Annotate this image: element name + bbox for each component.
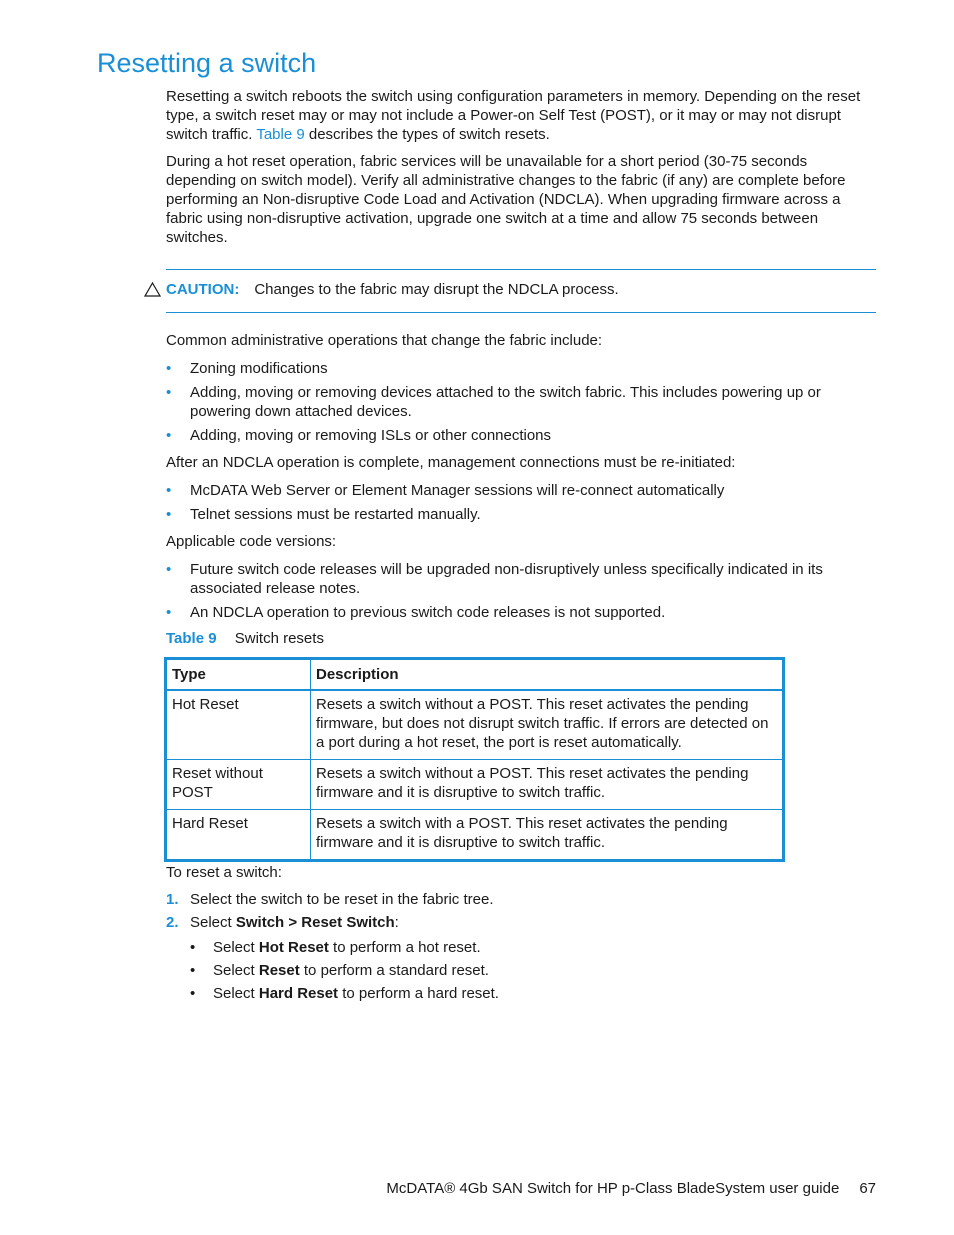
caution-text: Changes to the fabric may disrupt the NDCLA process.: [254, 281, 619, 298]
cell-description: Resets a switch without a POST. This reset activates the pending firmware and it is disruptive to switch traffic.: [311, 760, 784, 810]
cell-description: Resets a switch with a POST. This reset activates the pending firmware and it is disruptive to switch traffic.: [311, 810, 784, 861]
caution-triangle-icon: [144, 282, 161, 297]
after-ndcla-lead: After an NDCLA operation is complete, management connections must be re-initiated:: [166, 454, 736, 471]
after-ndcla-list: [166, 481, 856, 529]
list-item: • Select Hot Reset to perform a hot reset.: [190, 939, 481, 956]
page-number: 67: [859, 1180, 876, 1197]
cell-type: Hot Reset: [166, 690, 311, 760]
intro-paragraph-2: During a hot reset operation, fabric services will be unavailable for a short period (30-75 seconds depending on switch model). Verify all administrative changes to the fabric (if any) are complete before performing an Non-disruptive Code Load and Activation (NDCLA). When upgrading firmware across a fabric using non-disruptive activation, upgrade one switch at a time and allow 75 seconds between switches.: [166, 153, 846, 246]
list-item: • Zoning modifications: [166, 360, 328, 377]
list-item: • Adding, moving or removing ISLs or other connections: [166, 427, 552, 444]
footer-title: McDATA® 4Gb SAN Switch for HP p-Class BladeSystem user guide: [386, 1180, 840, 1197]
bullet-icon: •: [166, 561, 172, 578]
list-item: • Adding, moving or removing devices attached to the switch fabric. This includes powering up or powering down attached devices.: [166, 384, 821, 420]
bullet-icon: •: [166, 604, 172, 621]
column-header-type: Type: [166, 659, 311, 691]
list-item: • Future switch code releases will be upgraded non-disruptively unless specifically indicated in its associated release notes.: [166, 561, 823, 597]
cell-description: Resets a switch without a POST. This reset activates the pending firmware, but does not disrupt switch traffic. If errors are detected on a port during a hot reset, the port is reset automatically.: [311, 690, 784, 760]
bullet-icon: •: [190, 985, 196, 1002]
column-header-description: Description: [311, 659, 784, 691]
bullet-icon: •: [190, 962, 196, 979]
admin-ops-lead: Common administrative operations that change the fabric include:: [166, 332, 603, 349]
step-number: 2.: [166, 914, 179, 931]
intro-paragraph-1: Resetting a switch reboots the switch using configuration parameters in memory. Depending on the reset type, a switch reset may or may not include a Power-on Self Test (POST), or it may or may not disrupt switch traffic. Table 9 describes the types of switch resets.: [166, 88, 861, 143]
table-header-row: [166, 659, 784, 691]
code-versions-list: [166, 560, 856, 627]
bullet-icon: •: [166, 482, 172, 499]
menu-path: Switch > Reset Switch: [235, 914, 395, 931]
step-1: 1. Select the switch to be reset in the fabric tree.: [166, 891, 494, 908]
cell-type: Hard Reset: [166, 810, 311, 861]
procedure-lead: To reset a switch:: [166, 864, 282, 881]
page-title: Resetting a switch: [97, 48, 317, 78]
cell-type: Reset without POST: [166, 760, 311, 810]
switch-resets-table: [164, 657, 785, 862]
caution-label: CAUTION:: [166, 281, 240, 298]
step-2: 2. Select Switch > Reset Switch:: [166, 914, 399, 931]
code-versions-lead: Applicable code versions:: [166, 533, 337, 550]
bullet-icon: •: [166, 384, 172, 401]
bullet-icon: •: [166, 360, 172, 377]
list-item: • Telnet sessions must be restarted manually.: [166, 506, 481, 523]
list-item: • An NDCLA operation to previous switch code releases is not supported.: [166, 604, 666, 621]
table-caption-label: Table 9: [166, 630, 217, 647]
list-item: • McDATA Web Server or Element Manager sessions will re-connect automatically: [166, 482, 725, 499]
bullet-icon: •: [166, 427, 172, 444]
list-item: • Select Hard Reset to perform a hard reset.: [190, 985, 499, 1002]
caution-top-rule: [166, 269, 876, 270]
page-footer: [386, 1179, 876, 1198]
bullet-icon: •: [166, 506, 172, 523]
list-item: • Select Reset to perform a standard reset.: [190, 962, 489, 979]
table-row: [166, 690, 784, 760]
step-number: 1.: [166, 891, 179, 908]
caution-notice: [144, 279, 619, 299]
table-row: [166, 760, 784, 810]
table-caption: [166, 629, 324, 648]
caution-bottom-rule: [166, 312, 876, 313]
procedure-steps: [166, 890, 494, 936]
bullet-icon: •: [190, 939, 196, 956]
reset-options-list: [190, 938, 499, 1007]
table-caption-text: Switch resets: [234, 630, 324, 647]
table-row: [166, 810, 784, 861]
admin-ops-list: [166, 359, 856, 450]
table-9-link[interactable]: Table 9: [256, 126, 305, 143]
